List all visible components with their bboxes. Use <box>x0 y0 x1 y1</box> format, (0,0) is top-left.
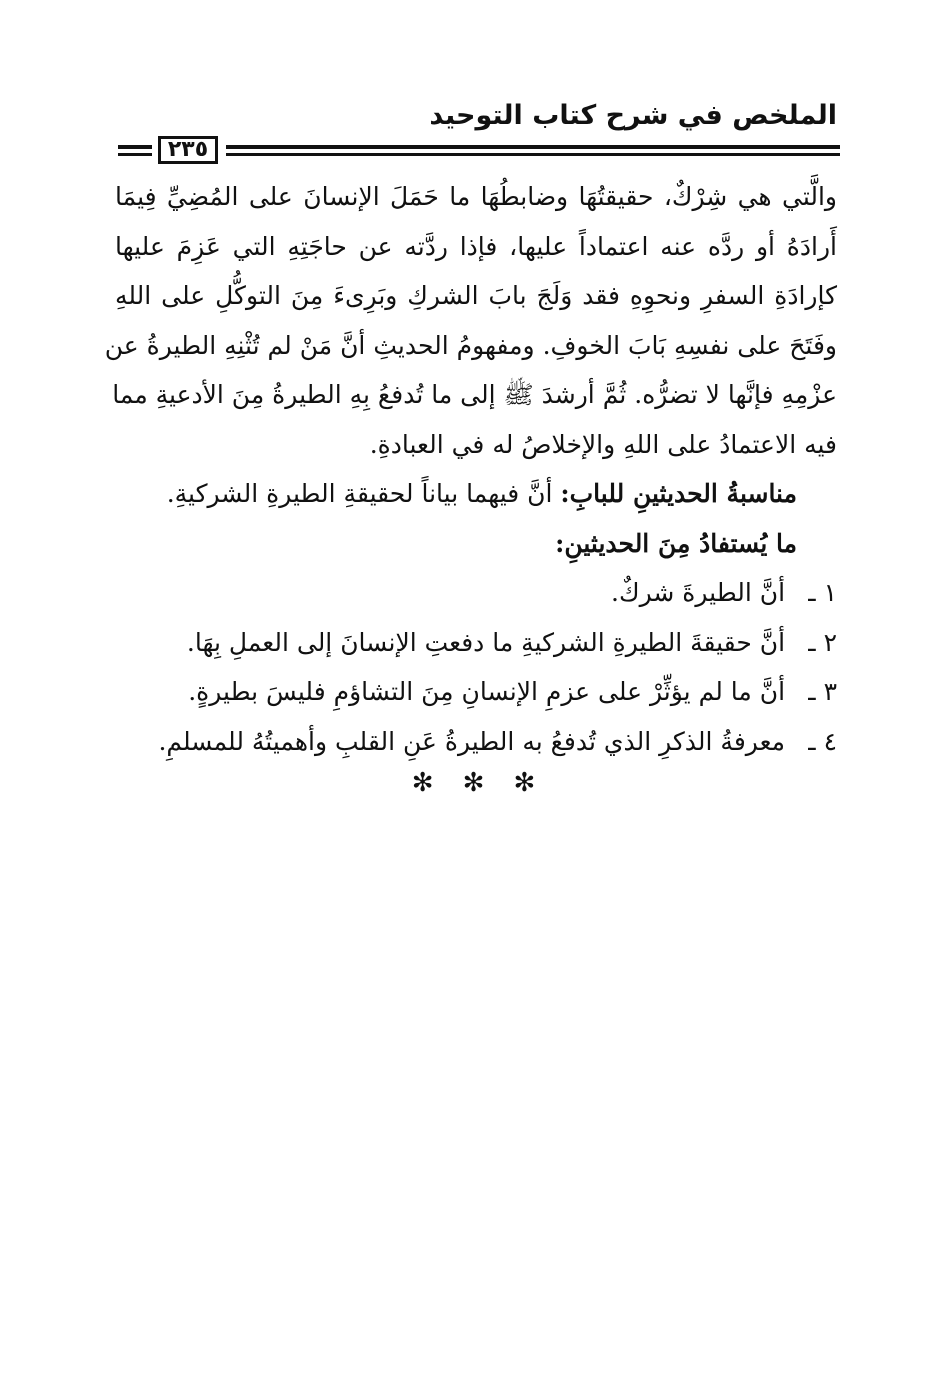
paragraph-line: وفَتَحَ على نفسِهِ بَابَ الخوفِ. ومفهومُ الحديثِ أنَّ مَنْ لم تُثْنِهِ الطيرةُ عن <box>104 330 837 360</box>
relevance-line <box>115 469 837 519</box>
page-number: ٢٣٥ <box>158 136 218 164</box>
benefit-text: معرفةُ الذكرِ الذي تُدفعُ به الطيرةُ عَنِ القلبِ وأهميتُهُ للمسلمِ. <box>158 726 786 756</box>
asterisk-icon: ✻ <box>462 768 485 798</box>
paragraph-line: أَرادَهُ أو ردَّه عنه اعتماداً عليها، فإذا ردَّته عن حاجَتِهِ التي عَزِمَ عليها <box>115 231 837 261</box>
section-separator <box>0 768 947 798</box>
paragraph-line: فيه الاعتمادُ على اللهِ والإخلاصُ له في العبادةِ. <box>369 429 837 459</box>
header-rule-line <box>226 153 840 156</box>
benefit-item <box>115 717 837 767</box>
paragraph-line: والَّتي هي شِرْكٌ، حقيقتُهَا وضابطُهَا ما حَمَلَ الإنسانَ على المُضِيِّ فِيمَا <box>115 182 837 211</box>
relevance-text: أنَّ فيهما بياناً لحقيقةِ الطيرةِ الشركيةِ. <box>166 479 553 508</box>
relevance-label: مناسبةُ الحديثينِ للبابِ: <box>560 479 797 508</box>
benefit-item <box>115 667 837 717</box>
running-title: الملخص في شرح كتاب التوحيد <box>429 100 837 131</box>
benefit-number: ٣ ـ <box>808 677 837 706</box>
benefits-heading: ما يُستفادُ مِنَ الحديثينِ: <box>555 528 797 558</box>
benefit-text: أنَّ حقيقةَ الطيرةِ الشركيةِ ما دفعتِ الإنسانَ إلى العملِ بِهَا. <box>186 627 786 657</box>
benefit-number: ١ ـ <box>808 578 837 607</box>
benefit-item <box>115 618 837 668</box>
paragraph-line: كإرادَةِ السفرِ ونحوِهِ فقد وَلَجَ بابَ الشركِ وبَرِىءَ مِنَ التوكُّلِ على اللهِ <box>115 281 837 310</box>
benefit-text: أنَّ ما لم يؤثِّرْ على عزمِ الإنسانِ مِنَ التشاؤمِ فليسَ بطيرةٍ. <box>188 677 786 706</box>
asterisk-icon: ✻ <box>513 768 536 798</box>
header-rule <box>118 136 840 168</box>
paragraph-line: عزْمِهِ فإنَّها لا تضرُّه. ثُمَّ أرشدَ ﷺ إلى ما تُدفعُ بِهِ الطيرةُ مِنَ الأدعيةِ مما <box>112 380 837 409</box>
benefit-text: أنَّ الطيرةَ شركٌ. <box>611 578 786 607</box>
benefit-item <box>115 568 837 618</box>
body-text <box>104 172 837 766</box>
benefit-number: ٤ ـ <box>808 726 837 756</box>
asterisk-icon: ✻ <box>411 768 434 798</box>
header-rule-line <box>226 145 840 149</box>
header-rule-line <box>118 145 152 149</box>
benefit-number: ٢ ـ <box>808 627 837 657</box>
header-rule-line <box>118 153 152 156</box>
